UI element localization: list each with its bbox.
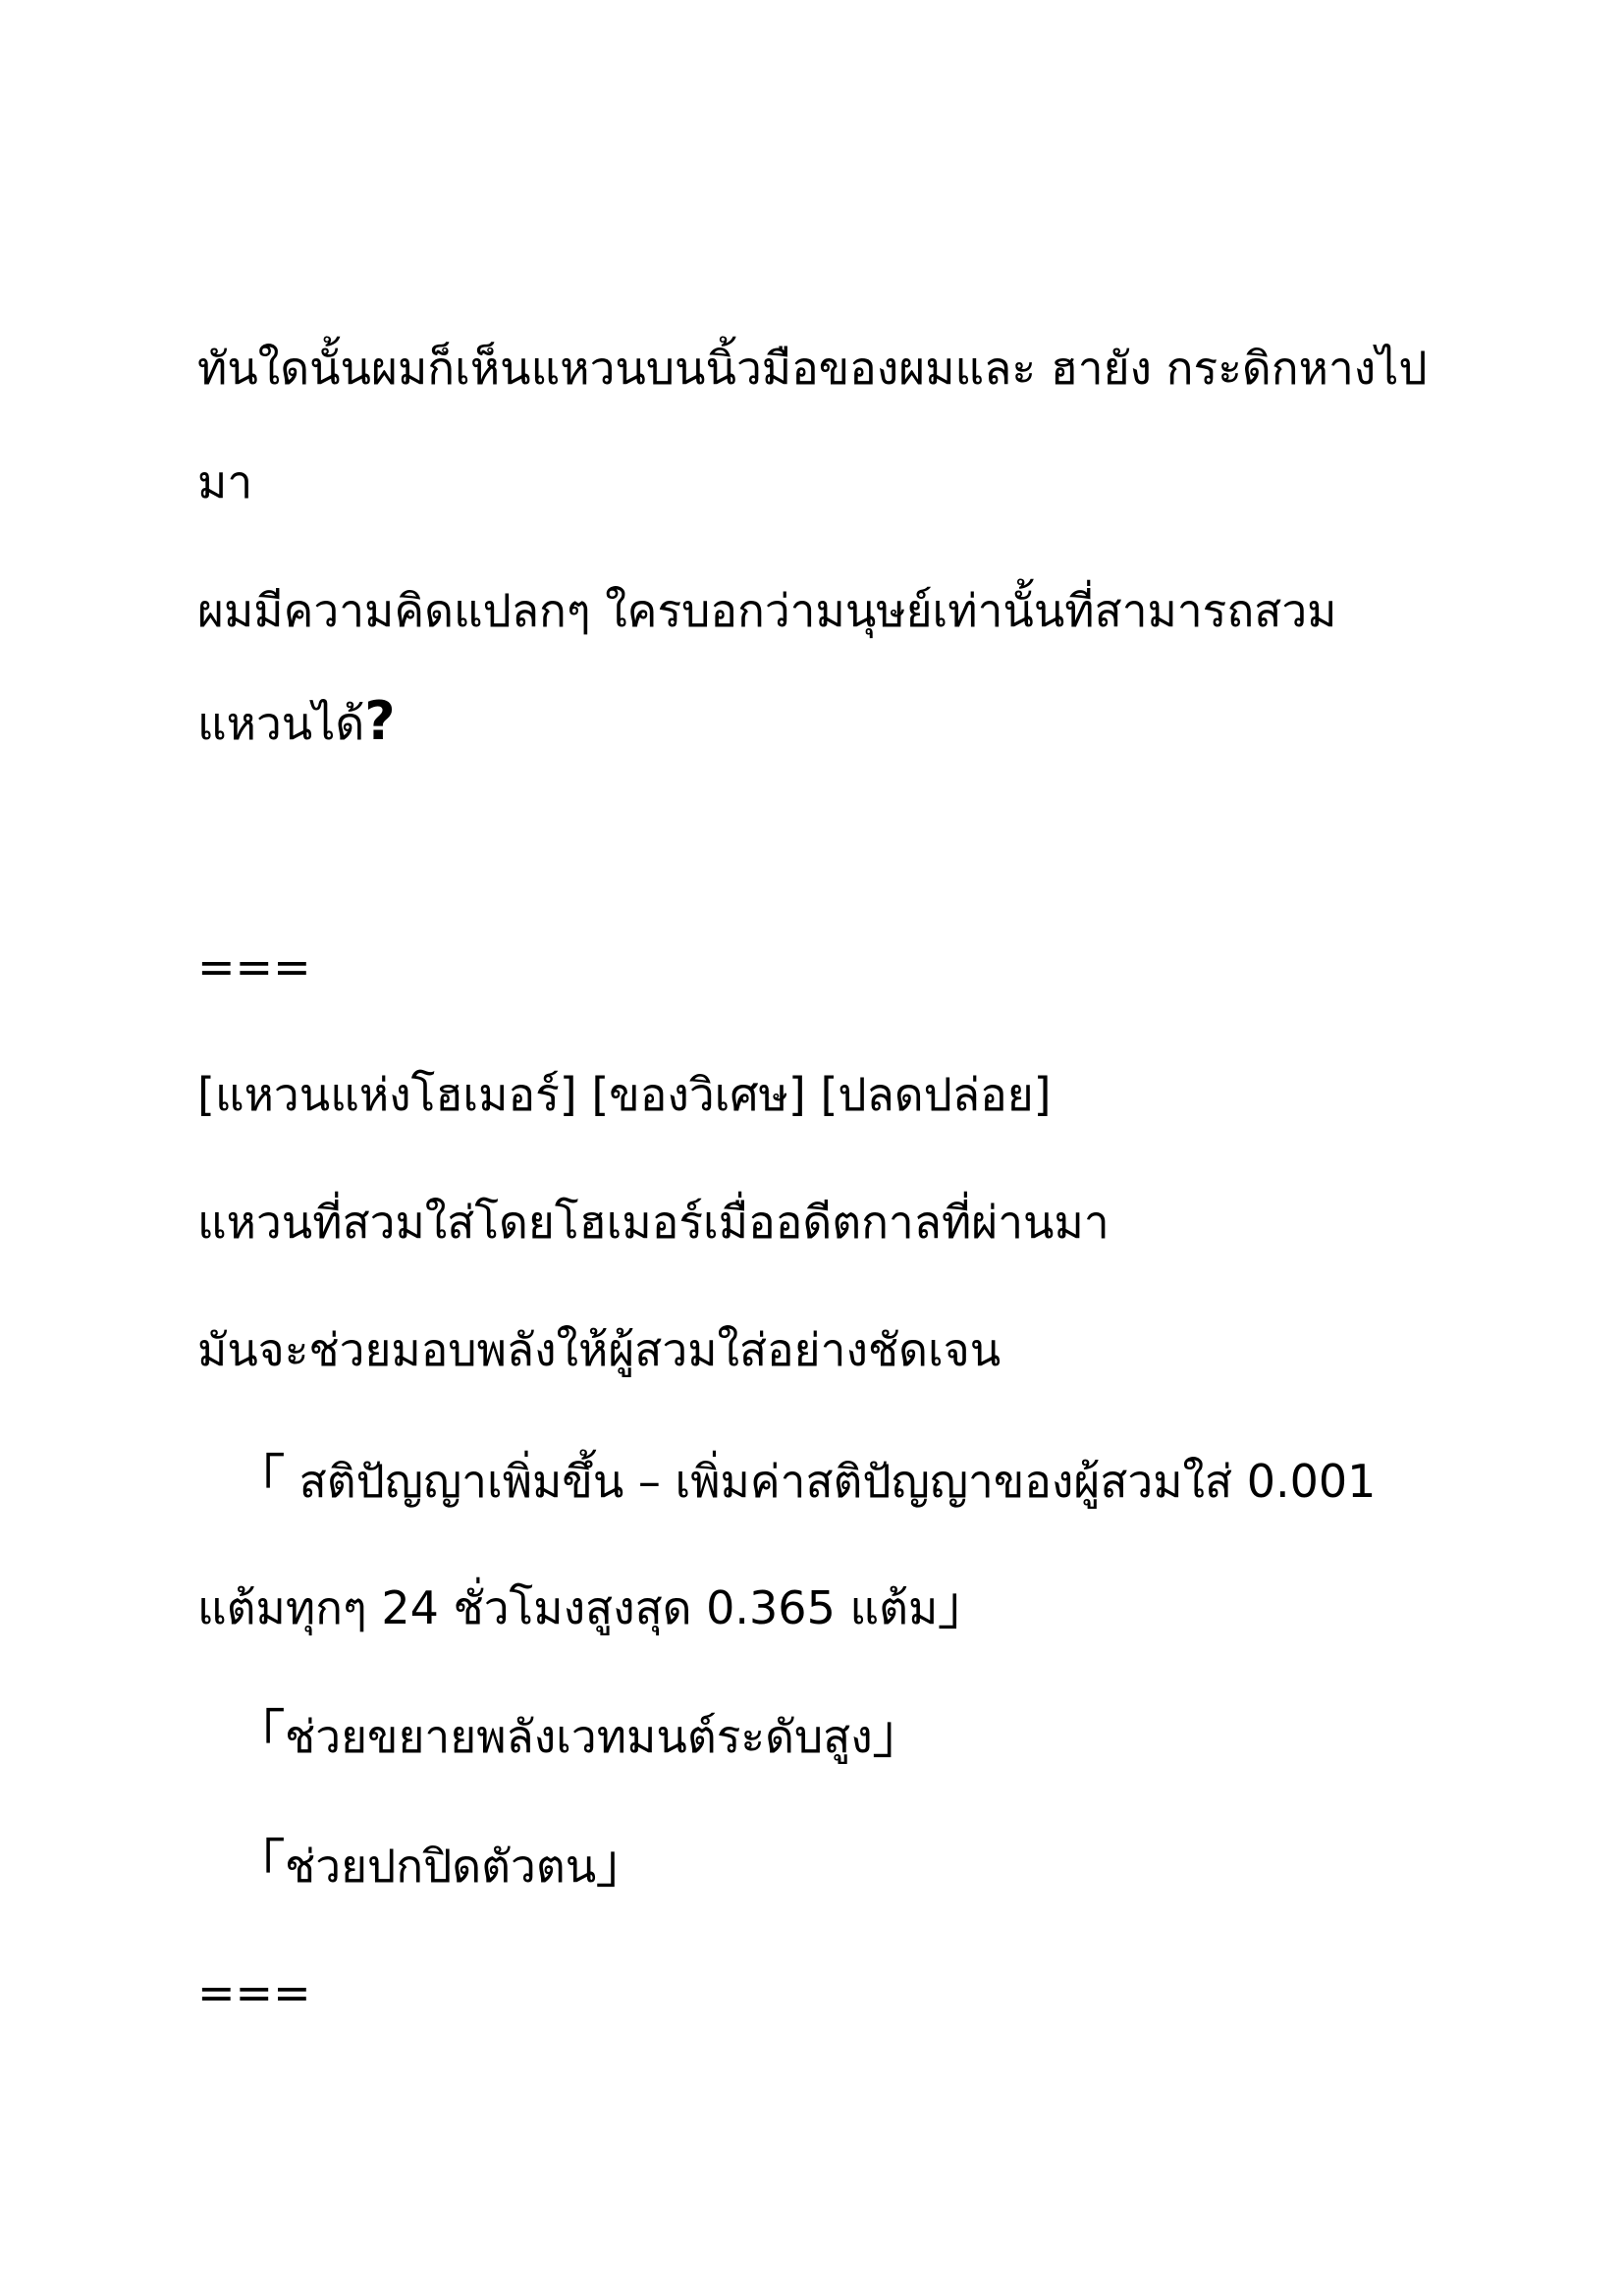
divider-top: === (197, 940, 311, 993)
close-bracket: 」 (938, 1577, 990, 1636)
paragraph-2-line-2 (197, 692, 396, 753)
item-description-line-2: มันจะช่วยมอบพลังให้ผู้สวมใส่อย่างชัดเจน (197, 1323, 1001, 1376)
paragraph-2-line-1: ผมมีความคิดแปลกๆ ใครบอกว่ามนุษย์เท่านั้นที่สามารถสวม (197, 584, 1337, 637)
ability-1-text: สติปัญญาเพิ่มขึ้น – เพิ่มค่าสติปัญญาของผู้สวมใส่ 0.001 (285, 1455, 1377, 1508)
ability-1-line-1 (234, 1451, 1376, 1511)
paragraph-2-text: แหวนได้ (197, 697, 365, 750)
open-bracket: 「 (234, 1451, 286, 1510)
ability-1-line-2 (197, 1577, 989, 1637)
open-bracket: 「 (234, 1836, 286, 1895)
ability-2 (234, 1706, 924, 1766)
ability-2-text: ช่วยขยายพลังเวทมนต์ระดับสูง (285, 1710, 873, 1763)
item-header: [แหวนแห่งโฮเมอร์] [ของวิเศษ] [ปลดปล่อย] (197, 1068, 1052, 1121)
question-mark: ? (364, 690, 396, 752)
paragraph-1-line-2: มา (197, 455, 253, 508)
open-bracket: 「 (234, 1706, 286, 1765)
close-bracket: 」 (596, 1836, 648, 1895)
ability-3 (234, 1836, 647, 1896)
item-description-line-1: แหวนที่สวมใส่โดยโฮเมอร์เมื่ออดีตกาลที่ผ่านมา (197, 1196, 1110, 1249)
paragraph-1-line-1: ทันใดนั้นผมก็เห็นแหวนบนนิ้วมือของผมและ ฮายัง กระดิกหางไป (197, 342, 1428, 395)
ability-3-text: ช่วยปกปิดตัวตน (285, 1840, 597, 1893)
close-bracket: 」 (872, 1706, 924, 1765)
divider-bottom: === (197, 1966, 311, 2019)
ability-1-text-cont: แต้มทุกๆ 24 ชั่วโมงสูงสุด 0.365 แต้ม (197, 1581, 939, 1634)
